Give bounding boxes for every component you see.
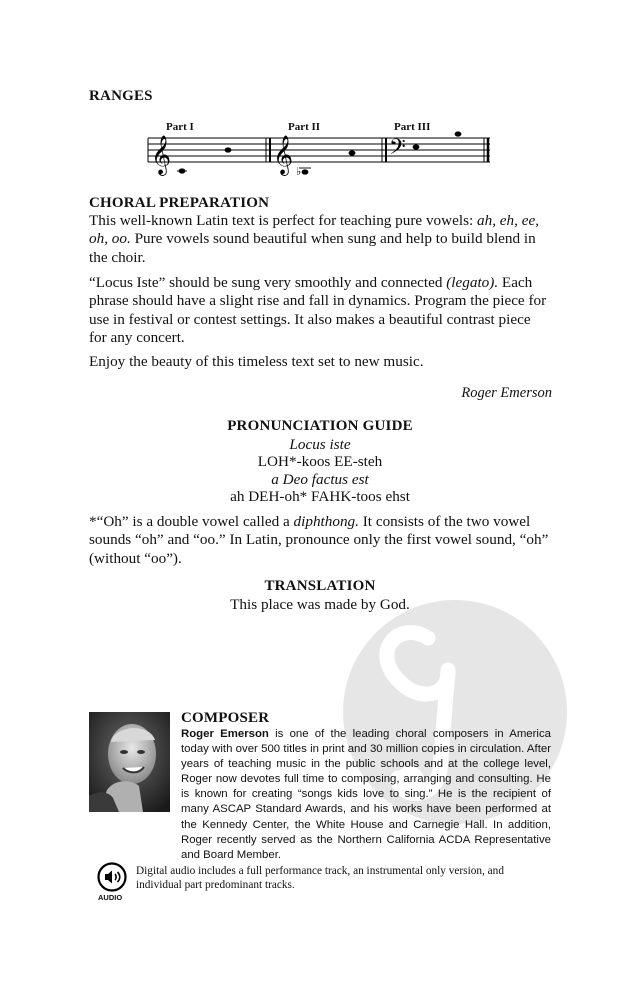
audio-label: AUDIO bbox=[98, 893, 123, 902]
part-label-3: Part III bbox=[394, 121, 431, 133]
pronunciation-phonetic-2: ah DEH-oh* FAHK-toos ehst bbox=[230, 488, 410, 506]
part-label-2: Part II bbox=[288, 121, 321, 133]
diphthong-footnote: *“Oh” is a double vowel called a diphthong. It consists of the two vowel sounds “oh” and “oo.” In Latin, pronounce only the first vowel sound, “oh” (without “oo”). bbox=[89, 513, 549, 567]
pronunciation-latin-1: Locus iste bbox=[289, 435, 351, 453]
audio-description: Digital audio includes a full performance track, an instrumental only version, and individual part predominant tracks. bbox=[136, 865, 504, 891]
pronunciation-guide bbox=[0, 418, 640, 506]
bass-clef-icon: 𝄢 bbox=[389, 135, 406, 165]
composer-bio: Roger Emerson is one of the leading choral composers in America today with over 500 titles in print and 30 million copies in circulation. After years of teaching music in the public schools and at the college level, Roger now devotes full time to composing, arranging and consulting. He is known for creating “songs kids love to sing.” He is the recipient of many ASCAP Standard Awards, and his works have been performed at the Kennedy Center, the White House and Carnegie Hall. In addition, Roger recently served as the Northern California ACDA Representative and Board Member. bbox=[181, 728, 551, 861]
pronunciation-heading: PRONUNCIATION GUIDE bbox=[227, 418, 413, 434]
choral-prep-paragraph-1: This well-known Latin text is perfect for teaching pure vowels: ah, eh, ee, oh, oo. Pure vowels sound beautiful when sung and help to build blend in the choir. bbox=[89, 212, 540, 266]
choral-prep-paragraph-3: Enjoy the beauty of this timeless text set to new music. bbox=[89, 353, 424, 370]
signature: Roger Emerson bbox=[461, 385, 552, 401]
choral-preparation-heading: CHORAL PREPARATION bbox=[89, 195, 270, 211]
composer-heading: COMPOSER bbox=[181, 710, 270, 726]
svg-text:♭: ♭ bbox=[296, 166, 302, 178]
pronunciation-phonetic-1: LOH*-koos EE-steh bbox=[257, 453, 383, 471]
translation-section bbox=[0, 578, 640, 613]
treble-clef-icon-1: 𝄞 bbox=[151, 135, 172, 175]
treble-clef-icon-2: 𝄞 bbox=[273, 135, 294, 175]
part-label-1: Part I bbox=[166, 121, 194, 133]
translation-text: This place was made by God. bbox=[230, 595, 410, 613]
composer-photo bbox=[89, 712, 170, 812]
choral-prep-paragraph-2: “Locus Iste” should be sung very smoothly and connected (legato). Each phrase should have a slight rise and fall in dynamics. Program the piece for use in festival or contest settings. It also makes a beautiful contrast piece for any concert. bbox=[89, 274, 547, 347]
ranges-heading: RANGES bbox=[89, 88, 153, 104]
audio-icon bbox=[97, 862, 127, 892]
pronunciation-latin-2: a Deo factus est bbox=[271, 470, 369, 488]
translation-heading: TRANSLATION bbox=[264, 578, 376, 594]
